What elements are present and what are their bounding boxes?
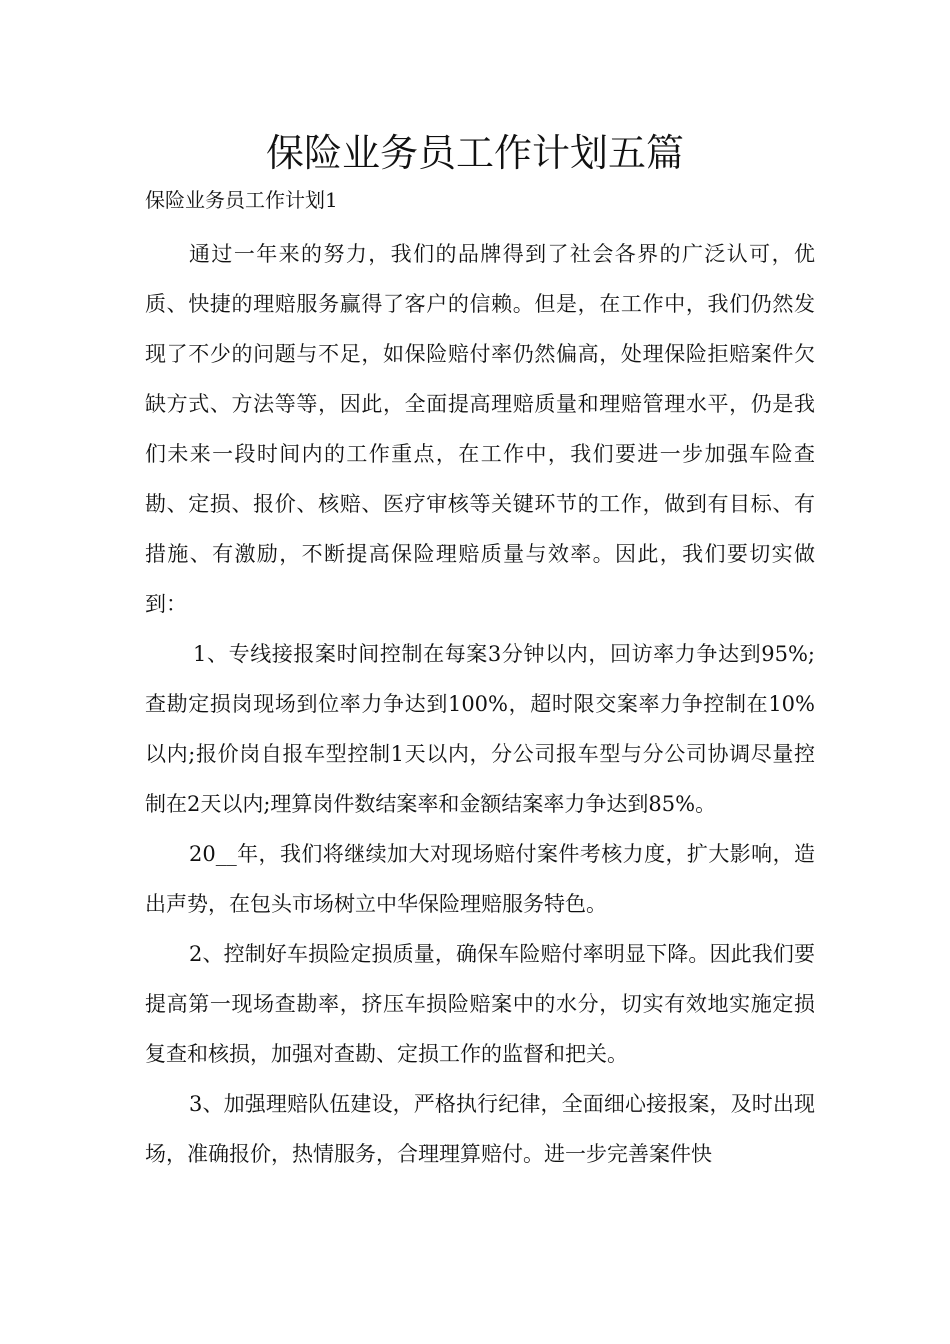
document-title: 保险业务员工作计划五篇 [265, 131, 684, 175]
paragraph-intro: 通过一年来的努力，我们的品牌得到了社会各界的广泛认可，优质、快捷的理赔服务赢得了客户的信赖。但是，在工作中，我们仍然发现了不少的问题与不足，如保险赔付率仍然偏高，处理保险拒赔案件欠缺方式、方法等等，因此，全面提高理赔质量和理赔管理水平，仍是我们未来一段时间内的工作重点，在工作中，我们要进一步加强车险查勘、定损、报价、核赔、医疗审核等关键环节的工作，做到有目标、有措施、有激励，不断提高保险理赔质量与效率。因此，我们要切实做到： [145, 242, 815, 616]
document-body [145, 229, 815, 1179]
paragraph-year-plan: 20__年，我们将继续加大对现场赔付案件考核力度，扩大影响，造出声势，在包头市场树立中华保险理赔服务特色。 [145, 842, 815, 916]
paragraph-item-2: 2、控制好车损险定损质量，确保车险赔付率明显下降。因此我们要提高第一现场查勘率，挤压车损险赔案中的水分，切实有效地实施定损复查和核损，加强对查勘、定损工作的监督和把关。 [145, 942, 815, 1066]
paragraph-item-3: 3、加强理赔队伍建设，严格执行纪律，全面细心接报案，及时出现场，准确报价，热情服务，合理理算赔付。进一步完善案件快 [145, 1092, 815, 1166]
section-heading: 保险业务员工作计划1 [145, 188, 338, 212]
paragraph-item-1: 1、专线接报案时间控制在每案3分钟以内，回访率力争达到95%;查勘定损岗现场到位率力争达到100%，超时限交案率力争控制在10%以内;报价岗自报车型控制1天以内，分公司报车型与分公司协调尽量控制在2天以内;理算岗件数结案率和金额结案率力争达到85%。 [145, 642, 815, 816]
